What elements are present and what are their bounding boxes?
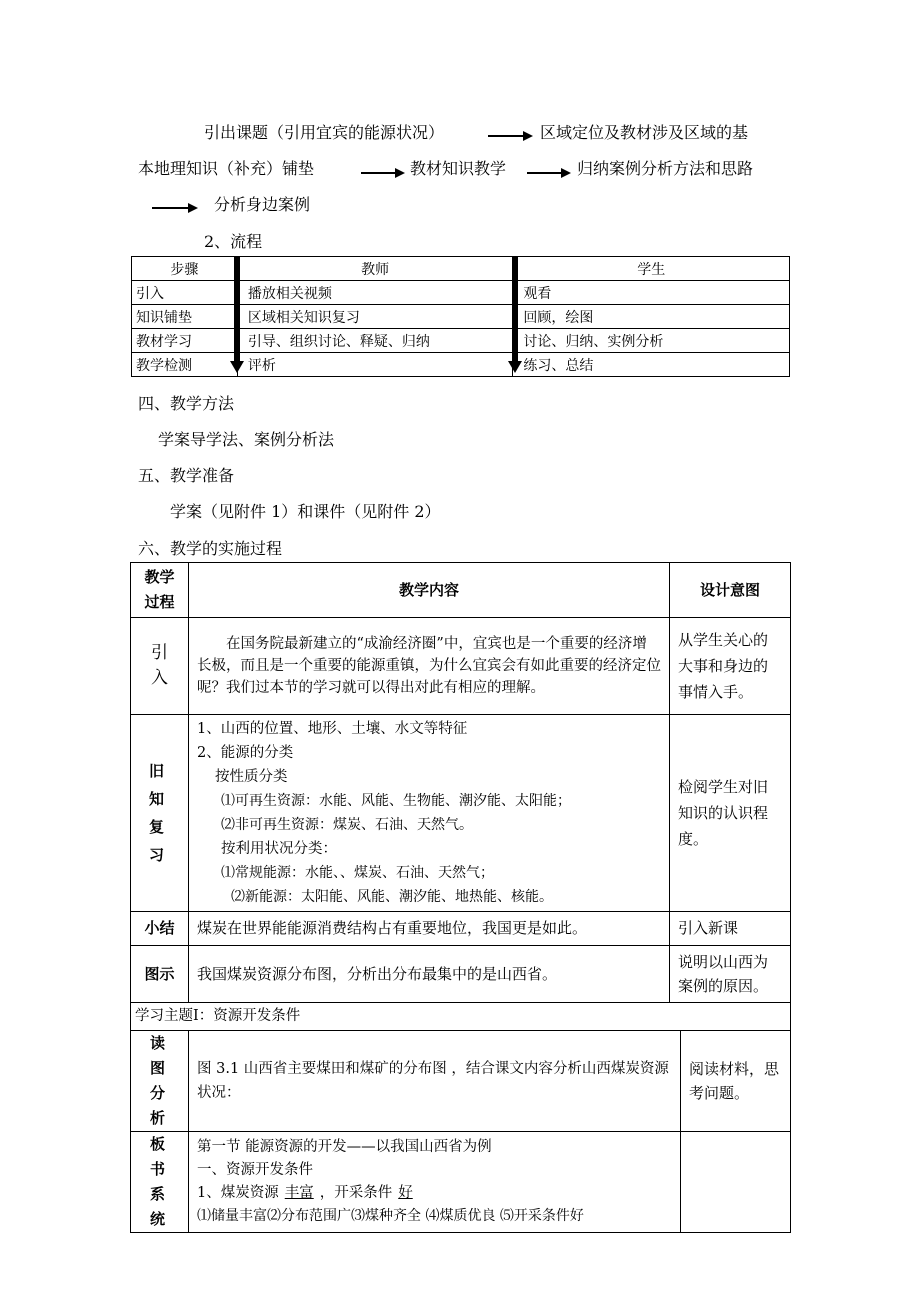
flow-table xyxy=(131,256,790,377)
board-row-label: 板书系统 xyxy=(131,1132,189,1233)
flow-header-teacher: 教师 xyxy=(237,257,513,281)
board-line2: 一、资源开发条件 xyxy=(197,1162,313,1178)
figure-row-content: 我国煤炭资源分布图，分析出分布最集中的是山西省。 xyxy=(189,946,670,1003)
review-line: 按性质分类 xyxy=(215,769,288,785)
flow-student-cell: 回顾，绘图 xyxy=(513,305,790,329)
process-heading: 2、流程 xyxy=(204,232,263,251)
intro-row-intent: 从学生关心的大事和身边的事情入手。 xyxy=(670,618,791,715)
flow-row xyxy=(132,305,790,329)
flow-student-cell: 讨论、归纳、实例分析 xyxy=(513,329,790,353)
board-line1: 第一节 能源资源的开发——以我国山西省为例 xyxy=(197,1139,492,1155)
flow-arrow-3 xyxy=(527,168,571,178)
main-header-row xyxy=(131,563,791,618)
review-row-content xyxy=(189,715,670,912)
flow-header-student: 学生 xyxy=(513,257,790,281)
header-process: 教学过程 xyxy=(131,563,189,618)
flow-arrow-1 xyxy=(488,131,533,141)
flow-arrow-4 xyxy=(152,203,198,213)
review-line: 按利用状况分类： xyxy=(221,841,337,857)
flow-step-cell: 教材学习 xyxy=(132,329,238,353)
flow-step-cell: 引入 xyxy=(132,281,238,305)
student-down-arrow-head xyxy=(508,361,522,373)
flow-teacher-cell: 播放相关视频 xyxy=(237,281,513,305)
board-row xyxy=(131,1132,791,1233)
review-row-label: 旧知复习 xyxy=(131,715,189,912)
board-line3-mid: ，开采条件 xyxy=(319,1185,393,1201)
main-table xyxy=(130,562,791,1233)
review-line: ⑵新能源：太阳能、风能、潮汐能、地热能、核能。 xyxy=(231,889,553,905)
flow-row xyxy=(132,329,790,353)
summary-row-content: 煤炭在世界能能源消费结构占有重要地位，我国更是如此。 xyxy=(189,912,670,946)
flow-header-row xyxy=(132,257,790,281)
section6-title: 六、教学的实施过程 xyxy=(138,539,283,558)
section4-title: 四、教学方法 xyxy=(138,394,235,413)
teacher-down-arrow-head xyxy=(230,361,244,373)
review-line: 2、能源的分类 xyxy=(197,745,294,761)
intro-row-content: 在国务院最新建立的“成渝经济圈”中，宜宾也是一个重要的经济增长极，而且是一个重要的能源重镇，为什么宜宾会有如此重要的经济定位呢？我们过本节的学习就可以得出对此有相应的理解。 xyxy=(189,618,670,715)
intro-line2-b: 教材知识教学 xyxy=(410,159,507,178)
board-row-content xyxy=(189,1132,681,1233)
read-row-content: 图 3.1 山西省主要煤田和煤矿的分布图 ，结合课文内容分析山西煤炭资源状况： xyxy=(189,1031,681,1132)
read-row xyxy=(131,1031,791,1132)
section5-text: 学案（见附件 1）和课件（见附件 2） xyxy=(170,502,441,521)
intro-line2-c: 归纳案例分析方法和思路 xyxy=(577,159,754,178)
flow-header-step: 步骤 xyxy=(132,257,238,281)
flow-student-cell: 观看 xyxy=(513,281,790,305)
flow-arrow-2 xyxy=(361,168,405,178)
header-intent: 设计意图 xyxy=(670,563,791,618)
flow-teacher-cell: 评析 xyxy=(237,353,513,377)
review-line: ⑵非可再生资源：煤炭、石油、天然气。 xyxy=(221,817,473,833)
section5-title: 五、教学准备 xyxy=(138,466,235,485)
intro-line3: 分析身边案例 xyxy=(214,195,311,214)
intro-row xyxy=(131,618,791,715)
intro-line2-a: 本地理知识（补充）铺垫 xyxy=(138,159,315,178)
flow-student-cell: 练习、总结 xyxy=(513,353,790,377)
board-line3 xyxy=(197,1182,672,1205)
figure-row-label: 图示 xyxy=(131,946,189,1003)
review-line: ⑴可再生资源：水能、风能、生物能、潮汐能、太阳能； xyxy=(221,793,571,809)
summary-row xyxy=(131,912,791,946)
section4-text: 学案导学法、案例分析法 xyxy=(158,430,335,449)
read-row-intent: 阅读材料，思考问题。 xyxy=(681,1031,791,1132)
read-row-label: 读图分析 xyxy=(131,1031,189,1132)
figure-row-intent: 说明以山西为案例的原因。 xyxy=(670,946,791,1003)
header-content: 教学内容 xyxy=(189,563,670,618)
flow-step-cell: 知识铺垫 xyxy=(132,305,238,329)
review-row-intent: 检阅学生对旧知识的认识程度。 xyxy=(670,715,791,912)
intro-row-label: 引入 xyxy=(131,618,189,715)
review-line: ⑴常规能源：水能、、煤炭、石油、天然气； xyxy=(221,865,494,881)
board-line3-label: 1、煤炭资源 xyxy=(197,1185,279,1201)
review-row xyxy=(131,715,791,912)
flow-row xyxy=(132,281,790,305)
intro-line1-b: 区域定位及教材涉及区域的基 xyxy=(540,123,749,142)
summary-row-intent: 引入新课 xyxy=(670,912,791,946)
theme-row xyxy=(131,1003,791,1031)
teacher-down-arrow-shaft xyxy=(234,256,240,362)
summary-row-label: 小结 xyxy=(131,912,189,946)
flow-teacher-cell: 区域相关知识复习 xyxy=(237,305,513,329)
mining-condition-blank: 好 xyxy=(398,1185,413,1201)
coal-resource-blank: 丰富 xyxy=(284,1185,314,1201)
figure-row xyxy=(131,946,791,1003)
flow-teacher-cell: 引导、组织讨论、释疑、归纳 xyxy=(237,329,513,353)
flow-step-cell: 教学检测 xyxy=(132,353,238,377)
intro-line1-a: 引出课题（引用宜宾的能源状况） xyxy=(204,123,445,142)
board-row-intent xyxy=(681,1132,791,1233)
board-line4: ⑴储量丰富⑵分布范围广⑶煤种齐全 ⑷煤质优良 ⑸开采条件好 xyxy=(197,1208,584,1224)
review-line: 1、山西的位置、地形、土壤、水文等特征 xyxy=(197,721,468,737)
theme-row-text: 学习主题Ⅰ：资源开发条件 xyxy=(131,1003,791,1031)
student-down-arrow-shaft xyxy=(512,256,518,362)
